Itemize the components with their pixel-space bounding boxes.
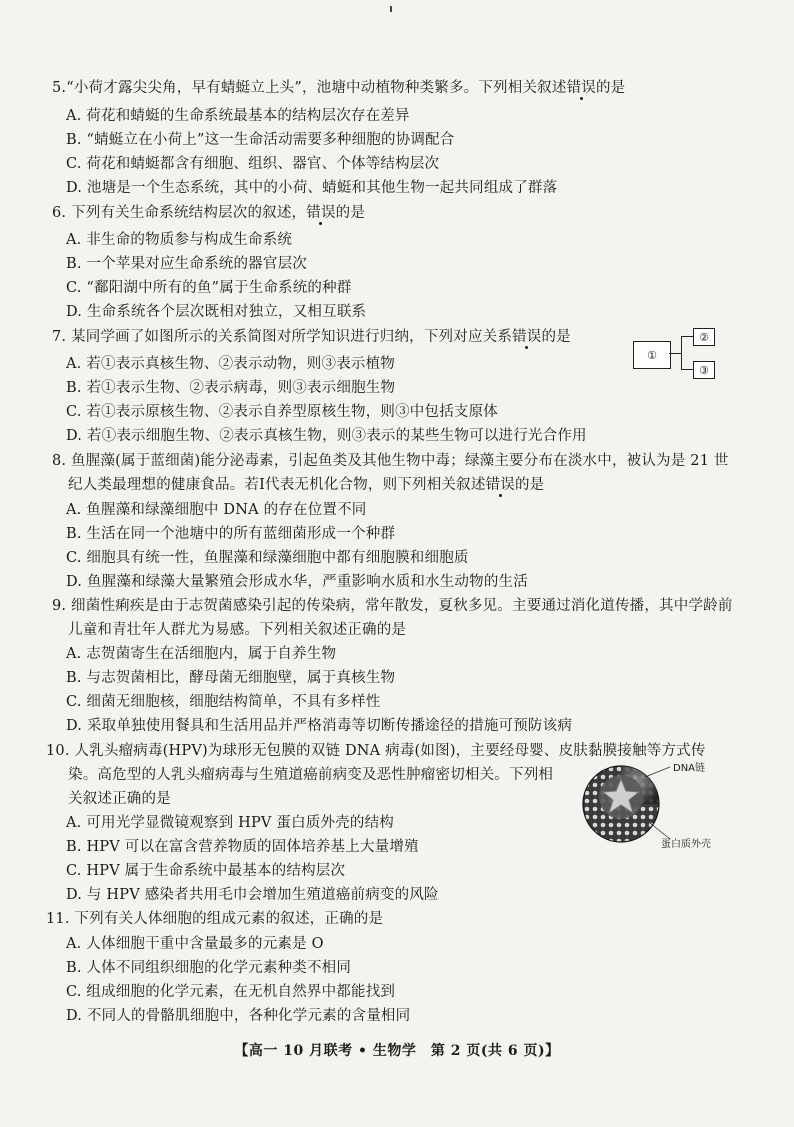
q6-option-d: D. 生命系统各个层次既相对独立，又相互联系: [66, 304, 367, 320]
q7-option-c: C. 若①表示原核生物、②表示自养型原核生物，则③中包括支原体: [66, 404, 498, 420]
q8-option-d: D. 鱼腥藻和绿藻大量繁殖会形成水华，严重影响水质和水生动物的生活: [66, 574, 528, 590]
diagram-connector-top: [681, 336, 693, 337]
q8-option-a: A. 鱼腥藻和绿藻细胞中 DNA 的存在位置不同: [66, 502, 367, 518]
q7-emphasis: 错误: [512, 329, 542, 345]
q6-option-a: A. 非生命的物质参与构成生命系统: [66, 232, 293, 248]
dna-chain-label: DNA链: [673, 763, 706, 774]
diagram-connector: [669, 353, 681, 354]
q6-option-b: B. 一个苹果对应生命系统的器官层次: [66, 256, 307, 272]
q11-option-b: B. 人体不同组织细胞的化学元素种类不相同: [66, 960, 352, 976]
q8-stem-line1: 8. 鱼腥藻(属于蓝细菌)能分泌毒素，引起鱼类及其他生物中毒；绿藻主要分布在淡水中，被认为是 21 世: [52, 453, 729, 469]
q11-option-a: A. 人体细胞干重中含量最多的元素是 O: [66, 936, 324, 952]
q9-stem-line1: 9. 细菌性痢疾是由于志贺菌感染引起的传染病，常年散发，夏秋多见。主要通过消化道传播，其中学龄前: [52, 598, 733, 614]
q8-emphasis: 错误: [485, 477, 515, 493]
q7-option-a: A. 若①表示真核生物、②表示动物，则③表示植物: [66, 356, 395, 372]
q10-option-b: B. HPV 可以在富含营养物质的固体培养基上大量增殖: [66, 839, 419, 855]
q7-option-b: B. 若①表示生物、②表示病毒，则③表示细胞生物: [66, 380, 396, 396]
q7-option-d: D. 若①表示细胞生物、②表示真核生物，则③表示的某些生物可以进行光合作用: [66, 428, 587, 444]
q5-option-a: A. 荷花和蜻蜓的生命系统最基本的结构层次存在差异: [66, 108, 410, 124]
page-footer: 【高一 10 月联考 • 生物学 第 2 页(共 6 页)】: [234, 1043, 560, 1059]
q11-stem: 11. 下列有关人体细胞的组成元素的叙述，正确的是: [46, 911, 384, 927]
hpv-figure: [575, 757, 725, 852]
diagram-connector-bottom: [681, 369, 693, 370]
q5-option-c: C. 荷花和蜻蜓都含有细胞、组织、器官、个体等结构层次: [66, 156, 440, 172]
q10-option-c: C. HPV 属于生命系统中最基本的结构层次: [66, 863, 346, 879]
q9-option-d: D. 采取单独使用餐具和生活用品并严格消毒等切断传播途径的措施可预防该病: [66, 718, 573, 734]
q6-option-c: C. “鄱阳湖中所有的鱼”属于生命系统的种群: [66, 280, 352, 296]
q10-option-a: A. 可用光学显微镜观察到 HPV 蛋白质外壳的结构: [66, 815, 394, 831]
q9-option-a: A. 志贺菌寄生在活细胞内，属于自养生物: [66, 646, 337, 662]
q10-stem-line1: 10. 人乳头瘤病毒(HPV)为球形无包膜的双链 DNA 病毒(如图)，主要经母婴、皮肤黏膜接触等方式传: [46, 743, 706, 759]
q6-stem: 6. 下列有关生命系统结构层次的叙述，错误的是: [52, 205, 366, 221]
q10-stem-line3: 关叙述正确的是: [68, 791, 171, 807]
diagram-box-1: ①: [633, 341, 671, 369]
q10-stem-line2: 染。高危型的人乳头瘤病毒与生殖道癌前病变及恶性肿瘤密切相关。下列相: [68, 767, 554, 783]
q8-option-b: B. 生活在同一个池塘中的所有蓝细菌形成一个种群: [66, 526, 396, 542]
diagram-box-2: ②: [693, 328, 715, 346]
q10-option-d: D. 与 HPV 感染者共用毛巾会增加生殖道癌前病变的风险: [66, 887, 439, 903]
q9-option-c: C. 细菌无细胞核，细胞结构简单，不具有多样性: [66, 694, 381, 710]
capsid-label: 蛋白质外壳: [661, 839, 711, 850]
top-mark: [390, 6, 392, 12]
q8-stem-line2: 纪人类最理想的健康食品。若Ⅰ代表无机化合物，则下列相关叙述错误的是: [68, 477, 545, 493]
diagram-connector-vertical: [681, 336, 682, 369]
q5-stem: 5.“小荷才露尖尖角，早有蜻蜓立上头”，池塘中动植物种类繁多。下列相关叙述错误的是: [52, 80, 626, 96]
q5-option-d: D. 池塘是一个生态系统，其中的小荷、蜻蜓和其他生物一起共同组成了群落: [66, 180, 558, 196]
q9-stem-line2: 儿童和青壮年人群尤为易感。下列相关叙述正确的是: [68, 622, 407, 638]
q6-emphasis: 错误: [306, 205, 336, 221]
q11-option-d: D. 不同人的骨骼肌细胞中，各种化学元素的含量相同: [66, 1008, 411, 1024]
diagram-box-3: ③: [693, 361, 715, 379]
q5-option-b: B. “蜻蜓立在小荷上”这一生命活动需要多种细胞的协调配合: [66, 132, 455, 148]
q8-option-c: C. 细胞具有统一性，鱼腥藻和绿藻细胞中都有细胞膜和细胞质: [66, 550, 469, 566]
q7-stem: 7. 某同学画了如图所示的关系简图对所学知识进行归纳，下列对应关系错误的是: [52, 329, 571, 345]
q9-option-b: B. 与志贺菌相比，酵母菌无细胞壁，属于真核生物: [66, 670, 396, 686]
q11-option-c: C. 组成细胞的化学元素，在无机自然界中都能找到: [66, 984, 396, 1000]
q5-emphasis: 错误: [566, 80, 596, 96]
